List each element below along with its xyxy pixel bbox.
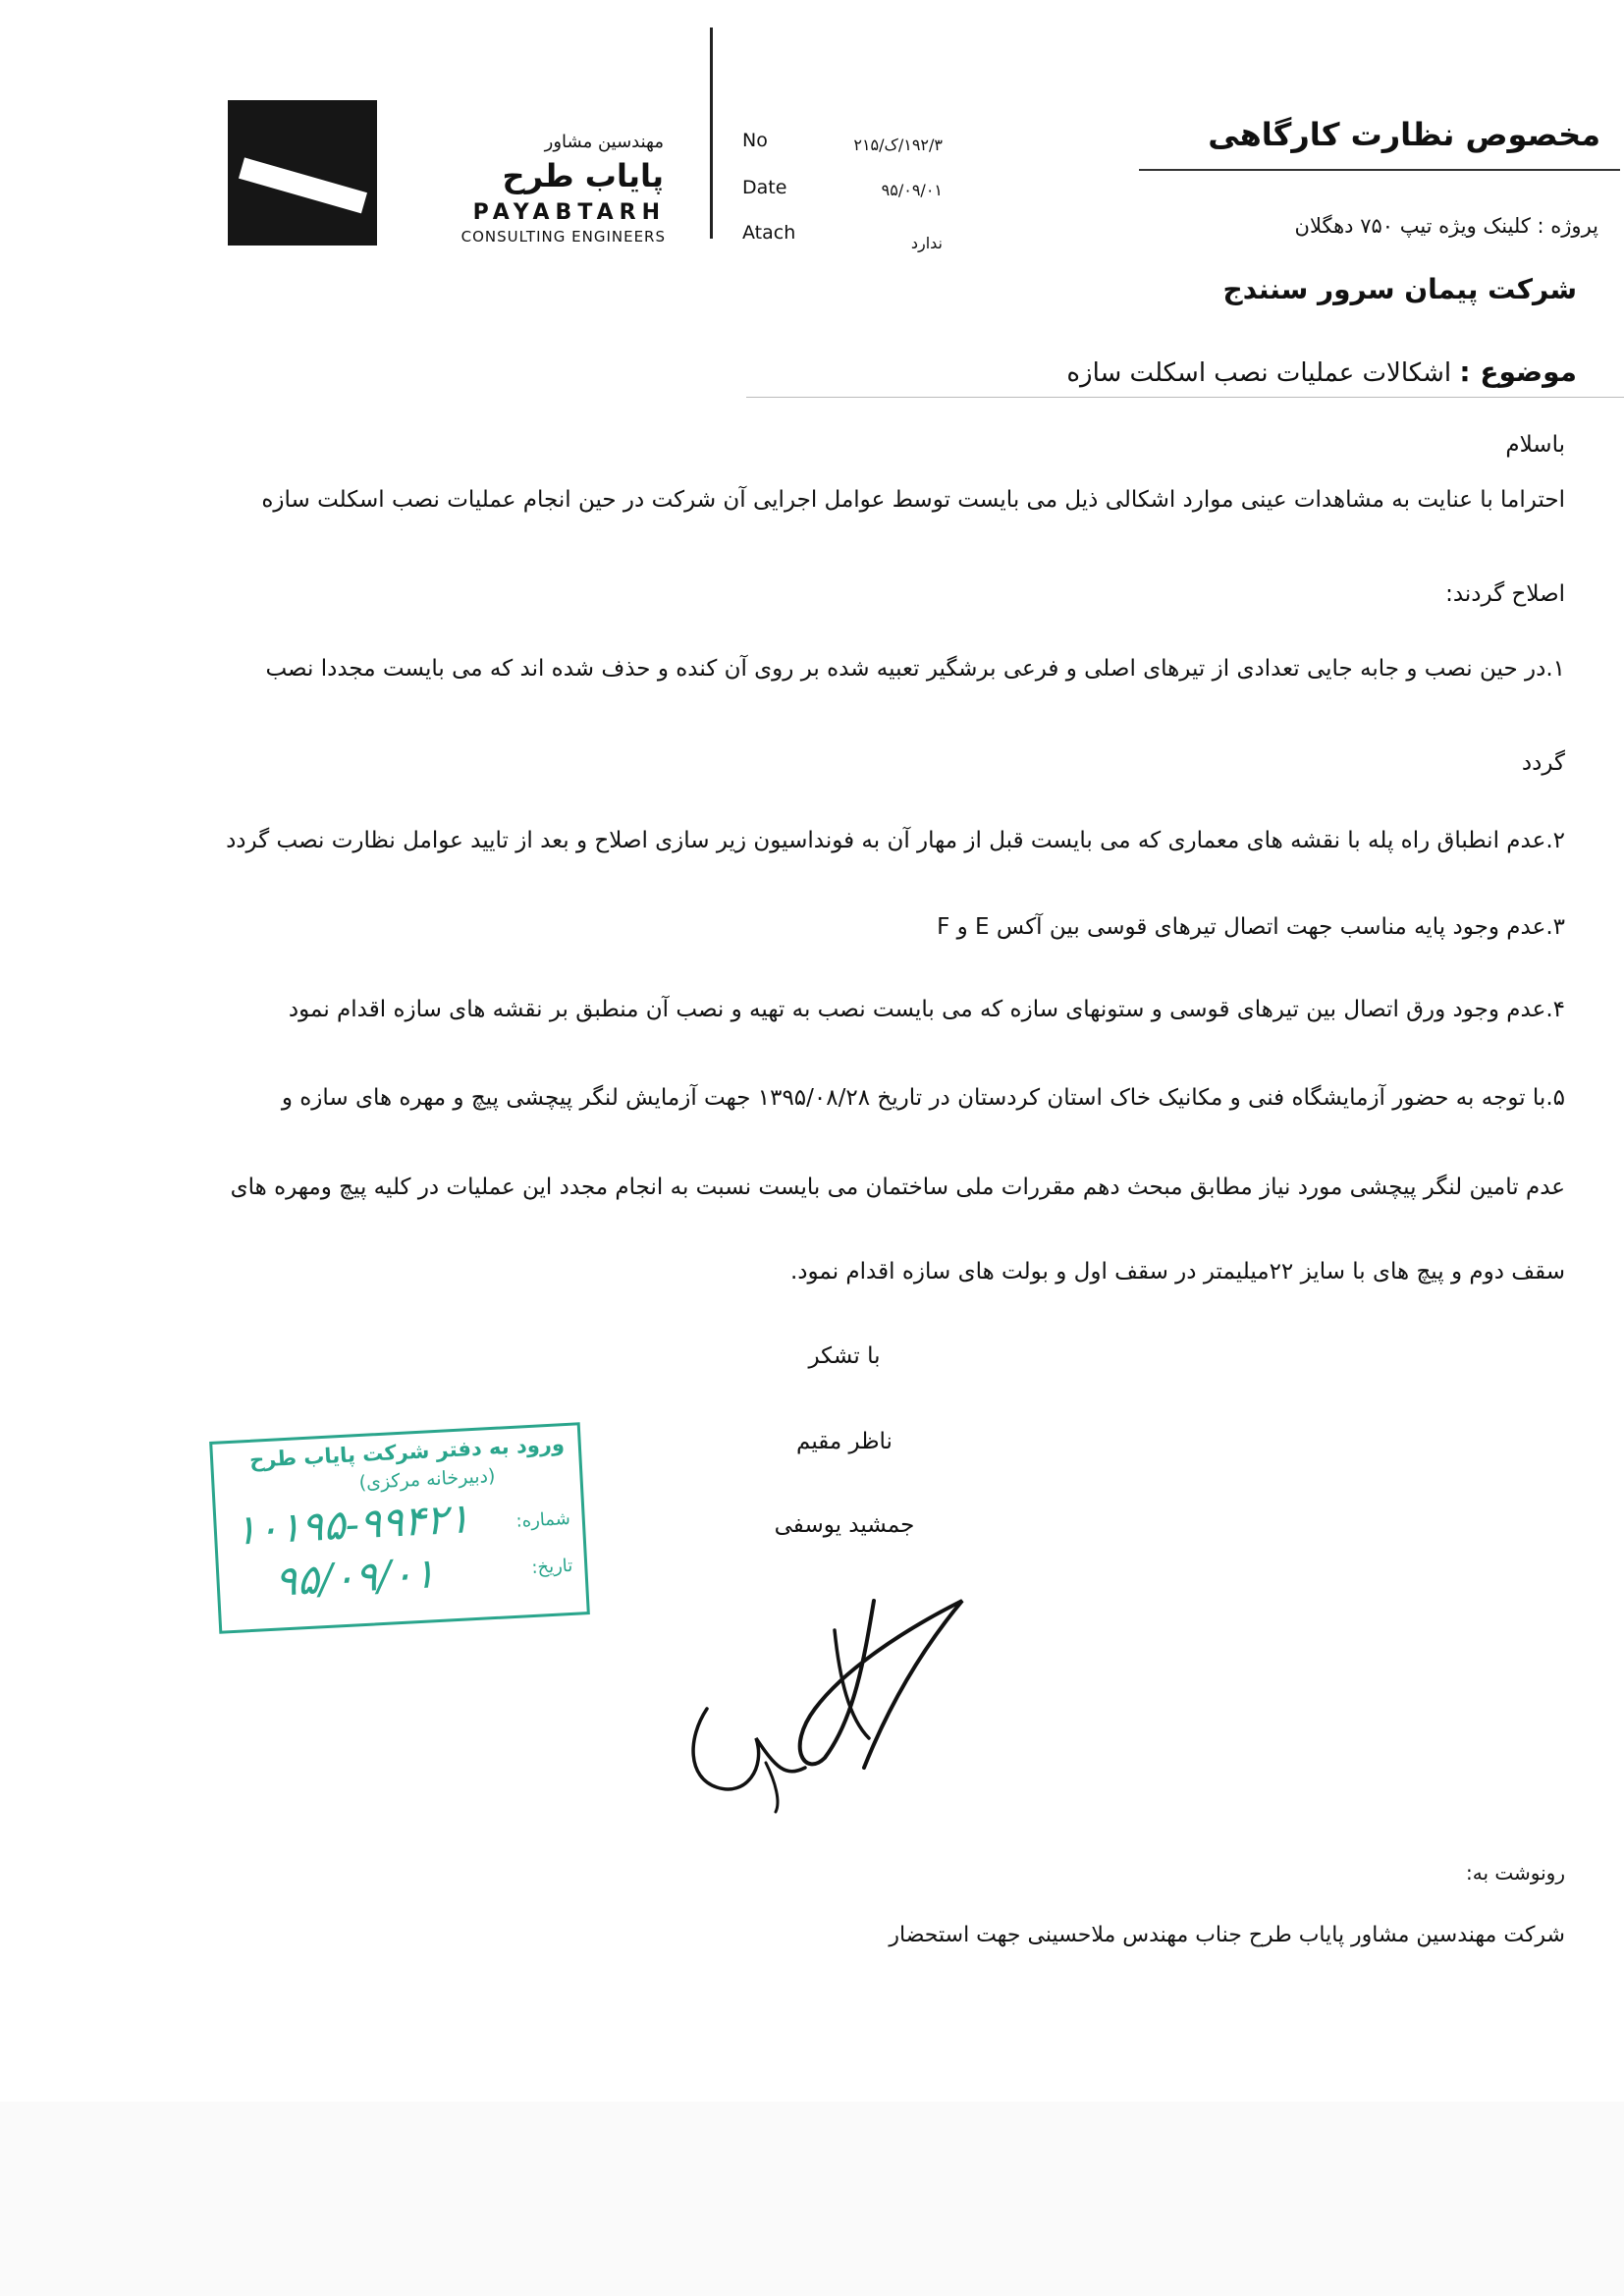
date-label: Date: [742, 177, 787, 198]
item-4: ۴.عدم وجود ورق اتصال بین تیرهای قوسی و ستونهای سازه که می بایست نصب به تهیه و نصب آن منطبق بر نقشه های سازه اقدام نمود: [288, 997, 1565, 1022]
stamp-number-value: ۱۰۱۹۵-۹۹۴۲۱: [233, 1494, 471, 1555]
intro-line-1: احتراما با عنایت به مشاهدات عینی موارد اشکالی ذیل می بایست توسط عوامل اجرایی آن شرکت در حین انجام عملیات نصب اسکلت سازه: [261, 487, 1565, 513]
stamp-number-label: شماره:: [515, 1507, 571, 1532]
logo-stripe: [239, 157, 367, 213]
firm-name-en: PAYABTARH: [472, 200, 666, 225]
item-2: ۲.عدم انطباق راه پله با نقشه های معماری که می بایست قبل از مهار آن به فونداسیون زیر سازی اصلاح و بعد از تایید عوامل نظارت نصب گردد: [226, 828, 1565, 853]
no-label: No: [742, 130, 768, 151]
closing-thanks: با تشکر: [808, 1343, 881, 1369]
firm-name-fa: پایاب طرح: [502, 157, 664, 194]
stamp-date-value: ۹۵/۰۹/۰۱: [273, 1549, 437, 1606]
subject-text: اشکالات عملیات نصب اسکلت سازه: [1066, 358, 1452, 388]
no-value: ۱۹۲/۳/ک/۲۱۵: [853, 136, 943, 154]
recipient-company: شرکت پیمان سرور سنندج: [1222, 273, 1577, 305]
item-1-line-1: ۱.در حین نصب و جابه جایی تعدادی از تیرهای اصلی و فرعی برشگیر تعبیه شده بر روی آن کنده و حذف شده اند که می بایست مجددا نصب: [265, 656, 1565, 682]
signature: [668, 1571, 1021, 1817]
item-5-line-2: عدم تامین لنگر پیچشی مورد نیاز مطابق مبحث دهم مقررات ملی ساختمان می بایست نسبت به انجام مجدد این عملیات در کلیه پیچ ومهره های: [230, 1175, 1565, 1200]
attach-label: Atach: [742, 222, 796, 244]
item-5-line-3: سقف دوم و پیچ های با سایز ۲۲میلیمتر در سقف اول و بولت های سازه اقدام نمود.: [789, 1259, 1565, 1285]
firm-subtitle-fa: مهندسین مشاور: [544, 132, 664, 152]
stamp-title: ورود به دفتر شرکت پایاب طرح: [248, 1432, 566, 1472]
intro-line-2: اصلاح گردند:: [1445, 581, 1565, 607]
firm-subtitle-en: CONSULTING ENGINEERS: [460, 228, 666, 246]
header-underline: [1139, 169, 1620, 171]
page-footer-area: [0, 2102, 1624, 2296]
header-divider: [710, 27, 713, 239]
project-line: پروژه : کلینک ویژه تیپ ۷۵۰ دهگلان: [1294, 214, 1598, 238]
signer-name: جمشید یوسفی: [774, 1512, 915, 1538]
attach-value: ندارد: [910, 234, 943, 252]
registration-stamp: [209, 1422, 590, 1634]
subject-label: موضوع :: [1459, 355, 1577, 388]
subject-rule: [746, 397, 1624, 398]
company-logo: [228, 100, 377, 246]
item-1-line-2: گردد: [1521, 750, 1565, 776]
stamp-date-label: تاریخ:: [530, 1555, 573, 1579]
item-3: ۳.عدم وجود پایه مناسب جهت اتصال تیرهای قوسی بین آکس E و F: [937, 914, 1565, 940]
item-5-line-1: ۵.با توجه به حضور آزمایشگاه فنی و مکانیک خاک استان کردستان در تاریخ ۱۳۹۵/۰۸/۲۸ جهت آزمایش لنگر پیچشی پیچ و مهره های سازه و: [281, 1085, 1565, 1111]
stamp-subtitle: (دبیرخانه مرکزی): [358, 1464, 496, 1495]
date-value: ۹۵/۰۹/۰۱: [881, 181, 943, 199]
greeting: باسلام: [1505, 432, 1565, 458]
letter-header-title: مخصوص نظارت کارگاهی: [1208, 116, 1600, 153]
cc-label: رونوشت به:: [1466, 1861, 1565, 1885]
signer-role: ناظر مقیم: [796, 1429, 893, 1454]
subject-line: [884, 355, 1577, 388]
cc-recipient: شرکت مهندسین مشاور پایاب طرح جناب مهندس ملاحسینی جهت استحضار: [889, 1923, 1565, 1947]
